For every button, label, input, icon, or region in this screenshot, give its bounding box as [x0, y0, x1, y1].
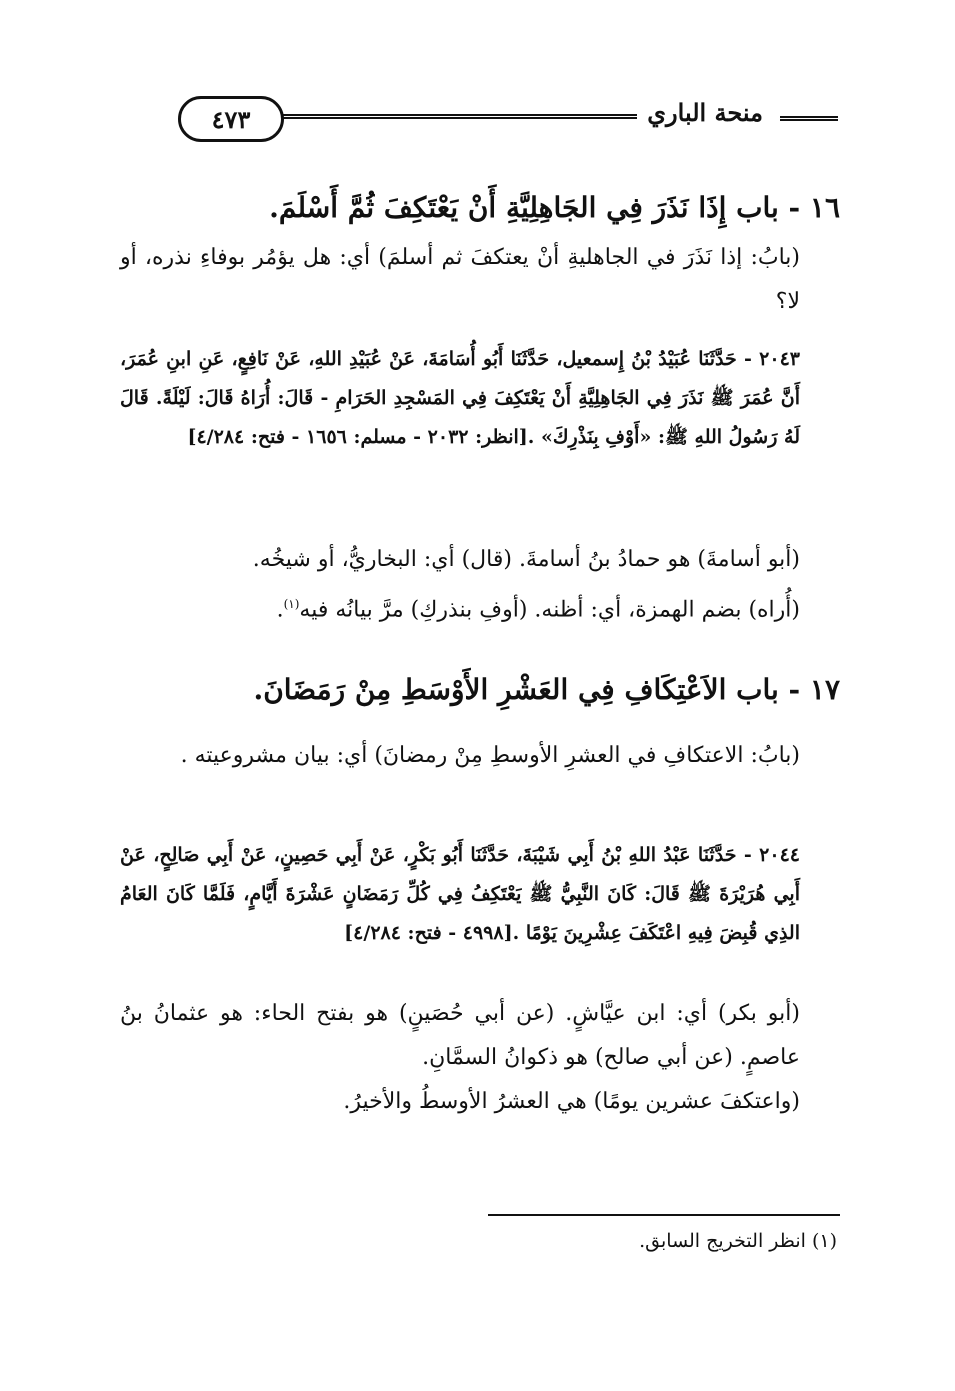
header-rule-right [780, 116, 838, 121]
commentary-17: (بابُ: الاعتكافِ في العشرِ الأوسطِ مِنْ رمضانَ) أي: بيان مشروعيته . [180, 743, 800, 768]
footnote-ref: (١) [283, 597, 300, 611]
notes-16 [120, 538, 840, 632]
commentary-16: (بابُ: إذا نَذَرَ في الجاهليةِ أنْ يعتكفَ ثم أسلمَ) أي: هل يؤمُر بوفاءِ نذره، أو لا؟ [120, 245, 800, 314]
note-line: (أُراه) بضم الهمزة، أي: أظنه. (أوفِ بنذركِ) مرَّ بيانُه فيه$^{(١)}$. [276, 597, 800, 623]
note-line: (أبو بكر) أي: ابن عيَّاشٍ. (عن أبي حُصَينٍ) هو بفتح الحاء: هو عثمانُ بنُ عاصمٍ. (عن أبي صالح) هو ذكوانُ السمَّانِ. [120, 1001, 800, 1070]
footnote-separator [488, 1214, 840, 1216]
note-line: (واعتكفَ عشرين يومًا) هي العشرُ الأوسطُ والأخيرُ. [343, 1089, 800, 1114]
hadith-2044: ٢٠٤٤ - حَدَّثَنَا عَبْدُ اللهِ بْنُ أَبِي شَيْبَةَ، حَدَّثَنَا أَبُو بَكْرٍ، عَنْ أَبِي حَصِينٍ، عَنْ أَبِي صَالِحٍ، عَنْ أَبِي هُرَيْرَةَ ﷺ قَالَ: كَانَ النَّبِيُّ ﷺ يَعْتَكِفُ فِي كُلِّ رَمَضَانٍ عَشْرَةَ أَيَّامٍ، فَلَمَّا كَانَ العَامُ الذِي قُبِضَ فِيهِ اعْتَكَفَ عِشْرِينَ يَوْمًا .[٤٩٩٨ - فتح: ٤/٢٨٤] [120, 844, 800, 944]
running-title: منحة الباري [637, 98, 773, 127]
notes-17 [120, 992, 840, 1124]
note-line: (أبو أسامةَ) هو حمادُ بنُ أسامةَ. (قال) أي: البخاريُّ، أو شيخُه. [252, 547, 800, 572]
hadith-2043: ٢٠٤٣ - حَدَّثَنَا عُبَيْدُ بْنُ إِسمعيل، حَدَّثَنَا أَبُو أُسَامَةَ، عَنْ عُبَيْدِ اللهِ، عَنْ نَافِعٍ، عَنِ ابنِ عُمَرَ، أَنَّ عُمَرَ ﷺ نَذَرَ فِي الجَاهِلِيَّةِ أَنْ يَعْتَكِفَ فِي المَسْجِدِ الحَرَامِ - قَالَ: أُرَاهُ قَالَ: لَيْلَةً. قَالَ لَهُ رَسُولُ اللهِ ﷺ: «أَوْفِ بِنَذْرِكَ» .[انظر: ٢٠٣٢ - مسلم: ١٦٥٦ - فتح: ٤/٢٨٤] [120, 348, 800, 448]
chapter-heading-16: ١٦ - باب إِذَا نَذَرَ فِي الجَاهِلِيَّةِ أَنْ يَعْتَكِفَ ثُمَّ أَسْلَمَ. [269, 191, 840, 224]
footnote: (١) انظر التخريج السابق. [639, 1230, 837, 1252]
page-number: ٤٧٣ [178, 96, 284, 142]
chapter-heading-17: ١٧ - باب الاَعْتِكَافِ فِي العَشْرِ الأَوْسَطِ مِنْ رَمَضَانَ. [253, 673, 840, 706]
page-header [128, 96, 838, 146]
